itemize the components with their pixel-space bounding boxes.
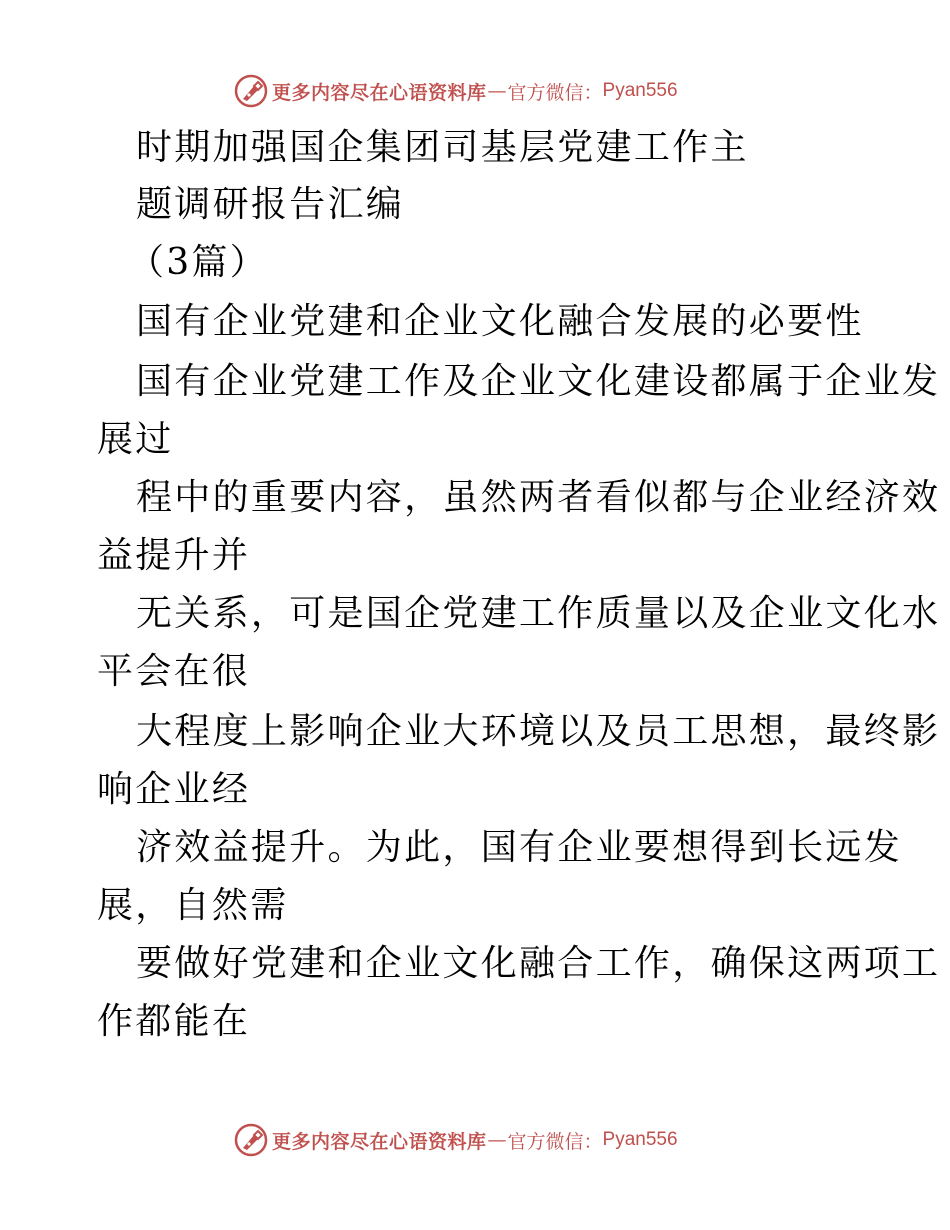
body-line: 无关系，可是国企党建工作质量以及企业文化水 <box>136 593 941 634</box>
document-count-note: （3篇） <box>128 242 269 283</box>
body-line: 大程度上影响企业大环境以及员工思想，最终影 <box>136 711 941 752</box>
watermark-main-text: 更多内容尽在心语资料库 <box>272 1130 487 1153</box>
header-watermark <box>234 73 678 109</box>
watermark-main-text: 更多内容尽在心语资料库 <box>272 81 487 104</box>
watermark-wechat-id: Pyan556 <box>602 1129 678 1150</box>
body-line: 益提升并 <box>97 535 251 576</box>
pen-nib-logo-icon <box>234 1123 268 1157</box>
body-line: 济效益提升。为此，国有企业要想得到长远发 <box>136 827 903 868</box>
body-line: 展，自然需 <box>97 885 289 926</box>
body-line: 作都能在 <box>97 1001 251 1042</box>
watermark-wechat-id: Pyan556 <box>602 80 678 101</box>
pen-nib-logo-icon <box>234 74 268 108</box>
watermark-separator: — <box>487 1129 507 1151</box>
body-line: 国有企业党建工作及企业文化建设都属于企业发 <box>136 361 941 402</box>
document-title-line-2: 题调研报告汇编 <box>136 184 405 225</box>
document-title-line-1: 时期加强国企集团司基层党建工作主 <box>136 127 749 168</box>
section-heading: 国有企业党建和企业文化融合发展的必要性 <box>136 301 864 342</box>
body-line: 展过 <box>97 419 174 460</box>
footer-watermark <box>234 1122 678 1158</box>
body-line: 响企业经 <box>97 769 251 810</box>
watermark-separator: — <box>487 80 507 102</box>
watermark-wechat-label: 官方微信： <box>507 81 603 104</box>
body-line: 程中的重要内容，虽然两者看似都与企业经济效 <box>136 477 941 518</box>
body-line: 平会在很 <box>97 651 251 692</box>
watermark-wechat-label: 官方微信： <box>507 1130 603 1153</box>
body-line: 要做好党建和企业文化融合工作，确保这两项工 <box>136 943 941 984</box>
